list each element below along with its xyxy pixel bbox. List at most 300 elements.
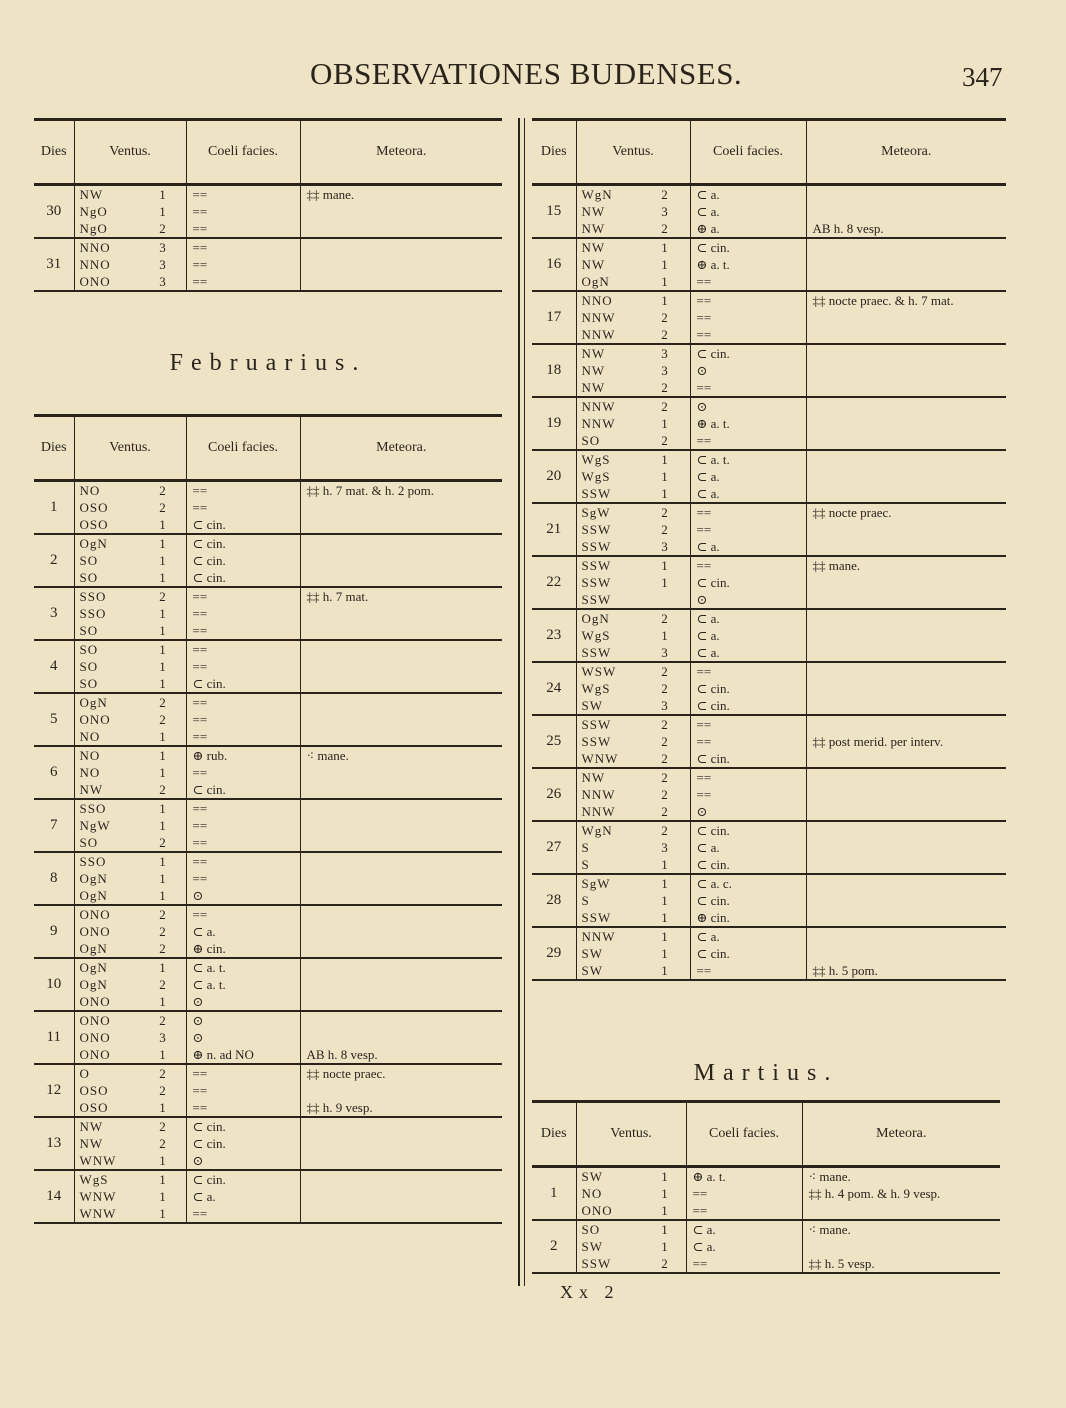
meteora-note xyxy=(807,663,1007,680)
wind-cell xyxy=(74,640,186,693)
sky-cell xyxy=(690,238,806,291)
wind-force: 1 xyxy=(661,857,668,872)
sky-cell xyxy=(690,609,806,662)
wind-direction: OSO xyxy=(79,517,109,532)
wind-cell xyxy=(576,768,690,821)
meteora-cell xyxy=(806,715,1006,768)
meteora-note xyxy=(807,680,1007,697)
meteora-cell xyxy=(300,746,502,799)
day-number: 6 xyxy=(34,746,74,799)
meteora-note xyxy=(301,1029,503,1046)
day-number: 13 xyxy=(34,1117,74,1170)
wind-direction: NNO xyxy=(79,257,111,272)
wind-force: 2 xyxy=(661,770,668,785)
meteora-note xyxy=(807,644,1007,661)
meteora-note xyxy=(807,379,1007,396)
wind-direction: OgN xyxy=(79,941,108,956)
meteora-cell xyxy=(806,185,1006,239)
meteora-note xyxy=(807,432,1007,449)
wind-line xyxy=(577,345,690,362)
meteora-note xyxy=(807,697,1007,714)
wind-line xyxy=(577,398,690,415)
sky-symbol: ⊙ xyxy=(696,363,708,378)
wind-force: 3 xyxy=(159,1030,166,1045)
wind-line xyxy=(577,309,690,326)
meteora-cell xyxy=(300,852,502,905)
meteora-note xyxy=(301,220,503,237)
meteora-note xyxy=(301,887,503,904)
meteora-cell xyxy=(300,1170,502,1223)
wind-direction: SSW xyxy=(581,1256,612,1271)
sky-symbol: ⊂ a. xyxy=(696,611,720,626)
meteora-note xyxy=(301,906,503,923)
header-ventus: Ventus. xyxy=(576,1102,686,1167)
meteora-cell xyxy=(806,397,1006,450)
sky-symbol: ⊂ a. t. xyxy=(696,452,730,467)
meteora-note: ⁖ mane. xyxy=(808,1222,851,1237)
wind-force: 2 xyxy=(661,505,668,520)
wind-line xyxy=(577,504,690,521)
meteora-cell xyxy=(802,1220,1000,1273)
meteora-cell xyxy=(806,238,1006,291)
wind-force: 1 xyxy=(159,676,166,691)
wind-line xyxy=(75,675,186,692)
wind-force: 1 xyxy=(159,1189,166,1204)
wind-line xyxy=(577,663,690,680)
wind-line xyxy=(75,694,186,711)
wind-line xyxy=(577,1221,686,1238)
meteora-cell xyxy=(806,344,1006,397)
meteora-cell xyxy=(806,609,1006,662)
wind-cell xyxy=(576,397,690,450)
wind-cell xyxy=(576,450,690,503)
table-row xyxy=(34,799,502,852)
meteora-note: ‡‡ nocte praec. xyxy=(812,505,892,520)
header-dies: Dies xyxy=(34,120,74,185)
sky-symbol: ⊂ a. xyxy=(696,204,720,219)
wind-line xyxy=(577,415,690,432)
sky-symbol: ⊂ a. xyxy=(692,1239,716,1254)
sky-symbol: ⊂ cin. xyxy=(192,517,226,532)
sky-symbol: == xyxy=(192,835,208,850)
sky-symbol: ⊂ cin. xyxy=(192,676,226,691)
table-row xyxy=(532,662,1006,715)
meteora-note xyxy=(807,839,1007,856)
wind-line xyxy=(577,538,690,555)
wind-force: 1 xyxy=(159,1172,166,1187)
wind-force: 2 xyxy=(159,835,166,850)
sky-symbol: ⊂ cin. xyxy=(696,946,730,961)
day-number: 16 xyxy=(532,238,576,291)
sky-symbol: ⊂ a. xyxy=(696,645,720,660)
wind-direction: SSW xyxy=(581,575,612,590)
meteora-cell xyxy=(806,821,1006,874)
sky-symbol: ⊂ a. xyxy=(692,1222,716,1237)
wind-direction: OgN xyxy=(79,888,108,903)
sky-symbol: ⊂ a. xyxy=(696,469,720,484)
meteora-note xyxy=(301,239,503,256)
wind-cell xyxy=(74,1170,186,1223)
table-row xyxy=(532,291,1006,344)
wind-line xyxy=(75,711,186,728)
wind-line xyxy=(75,817,186,834)
header-ventus: Ventus. xyxy=(576,120,690,185)
sky-symbol: == xyxy=(192,589,208,604)
wind-force: 2 xyxy=(661,611,668,626)
sky-symbol: ⊂ cin. xyxy=(696,698,730,713)
meteora-note: ‡‡ mane. xyxy=(812,558,861,573)
meteora-note xyxy=(807,769,1007,786)
table-row xyxy=(34,587,502,640)
wind-force: 2 xyxy=(159,221,166,236)
sky-cell xyxy=(186,693,300,746)
sky-symbol: == xyxy=(192,240,208,255)
meteora-note: ‡‡ h. 7 mat. xyxy=(306,589,369,604)
sky-symbol: == xyxy=(692,1203,708,1218)
wind-line xyxy=(577,574,690,591)
wind-direction: NW xyxy=(79,1136,104,1151)
wind-force: 2 xyxy=(159,941,166,956)
table-row xyxy=(34,693,502,746)
sky-cell xyxy=(690,556,806,609)
left-column xyxy=(34,118,502,1221)
meteora-note xyxy=(301,516,503,533)
sky-symbol: ⊙ xyxy=(192,1030,204,1045)
meteora-note xyxy=(807,485,1007,502)
wind-cell xyxy=(74,746,186,799)
wind-cell xyxy=(576,821,690,874)
table-row xyxy=(34,958,502,1011)
wind-line xyxy=(577,733,690,750)
sky-cell xyxy=(186,1117,300,1170)
wind-force: 1 xyxy=(159,1153,166,1168)
wind-direction: SW xyxy=(581,1169,603,1184)
column-separator-thin xyxy=(524,118,525,1286)
wind-direction: NW xyxy=(79,187,104,202)
meteora-note: AB h. 8 vesp. xyxy=(812,221,884,236)
wind-cell xyxy=(576,503,690,556)
meteora-note: AB h. 8 vesp. xyxy=(306,1047,378,1062)
sky-symbol: ⊙ xyxy=(192,888,204,903)
table-row xyxy=(34,1011,502,1064)
wind-direction: NNO xyxy=(79,240,111,255)
wind-line xyxy=(577,432,690,449)
meteora-note xyxy=(301,605,503,622)
wind-force: 1 xyxy=(159,748,166,763)
table-row xyxy=(532,450,1006,503)
day-number: 4 xyxy=(34,640,74,693)
header-meteora: Meteora. xyxy=(300,416,502,481)
wind-line xyxy=(577,716,690,733)
wind-direction: OgN xyxy=(79,536,108,551)
sky-symbol: ⊙ xyxy=(192,994,204,1009)
sky-symbol: == xyxy=(192,257,208,272)
wind-direction: NW xyxy=(581,346,606,361)
day-number: 31 xyxy=(34,238,74,291)
day-number: 30 xyxy=(34,185,74,239)
meteora-cell xyxy=(300,587,502,640)
wind-line xyxy=(577,186,690,203)
wind-cell xyxy=(576,715,690,768)
wind-direction: SSW xyxy=(581,645,612,660)
footer-signature: Xx 2 xyxy=(560,1282,620,1302)
wind-cell xyxy=(74,1117,186,1170)
meteora-cell xyxy=(300,799,502,852)
wind-line xyxy=(577,892,690,909)
wind-line xyxy=(75,940,186,957)
wind-force: 2 xyxy=(159,1013,166,1028)
wind-force: 2 xyxy=(661,399,668,414)
wind-line xyxy=(577,591,690,608)
meteora-note xyxy=(301,834,503,851)
wind-line xyxy=(577,786,690,803)
meteora-note xyxy=(301,203,503,220)
sky-cell xyxy=(690,662,806,715)
table-row xyxy=(532,715,1006,768)
wind-force: 2 xyxy=(661,681,668,696)
wind-line xyxy=(75,552,186,569)
wind-force: 2 xyxy=(159,1119,166,1134)
wind-line xyxy=(75,482,186,499)
meteora-note xyxy=(301,694,503,711)
day-number: 27 xyxy=(532,821,576,874)
wind-line xyxy=(75,781,186,798)
header-coeli: Coeli facies. xyxy=(686,1102,802,1167)
wind-direction: SO xyxy=(79,570,99,585)
meteora-note xyxy=(807,309,1007,326)
wind-direction: NgO xyxy=(79,221,108,236)
sky-symbol: ⊂ cin. xyxy=(696,346,730,361)
wind-direction: SO xyxy=(79,642,99,657)
meteora-cell xyxy=(806,291,1006,344)
header-coeli: Coeli facies. xyxy=(690,120,806,185)
wind-force: 1 xyxy=(159,1206,166,1221)
sky-symbol: == xyxy=(696,522,712,537)
sky-symbol: == xyxy=(696,380,712,395)
sky-symbol: ⊕ a. t. xyxy=(692,1169,726,1184)
wind-line xyxy=(75,853,186,870)
sky-cell xyxy=(690,344,806,397)
meteora-note xyxy=(301,870,503,887)
day-number: 28 xyxy=(532,874,576,927)
meteora-note xyxy=(807,945,1007,962)
meteora-cell xyxy=(806,450,1006,503)
wind-force: 2 xyxy=(661,717,668,732)
sky-symbol: == xyxy=(696,274,712,289)
meteora-note xyxy=(807,273,1007,290)
header-dies: Dies xyxy=(34,416,74,481)
sky-symbol: == xyxy=(192,818,208,833)
sky-cell xyxy=(690,291,806,344)
sky-symbol: == xyxy=(192,1100,208,1115)
meteora-note: ‡‡ h. 7 mat. & h. 2 pom. xyxy=(306,483,434,498)
wind-line xyxy=(577,256,690,273)
wind-force: 1 xyxy=(661,1222,668,1237)
meteora-note xyxy=(301,256,503,273)
wind-direction: OSO xyxy=(79,1083,109,1098)
meteora-note xyxy=(301,711,503,728)
table-row xyxy=(532,1220,1000,1273)
sky-symbol: == xyxy=(696,770,712,785)
sky-cell xyxy=(186,534,300,587)
meteora-note xyxy=(301,1135,503,1152)
wind-direction: WNW xyxy=(79,1189,117,1204)
meteora-note: ‡‡ h. 9 vesp. xyxy=(306,1100,373,1115)
wind-force: 1 xyxy=(661,929,668,944)
sky-symbol: ⊂ a. xyxy=(192,1189,216,1204)
wind-force: 1 xyxy=(159,994,166,1009)
table-row xyxy=(34,640,502,693)
wind-direction: NW xyxy=(79,782,104,797)
wind-force: 1 xyxy=(159,517,166,532)
sky-symbol: == xyxy=(192,1083,208,1098)
wind-line xyxy=(75,220,186,237)
sky-symbol: == xyxy=(192,907,208,922)
wind-line xyxy=(75,1188,186,1205)
wind-line xyxy=(75,1135,186,1152)
wind-direction: WgS xyxy=(581,469,611,484)
wind-line xyxy=(75,535,186,552)
wind-force: 3 xyxy=(661,539,668,554)
meteora-note xyxy=(807,803,1007,820)
header-coeli: Coeli facies. xyxy=(186,416,300,481)
day-number: 2 xyxy=(34,534,74,587)
wind-direction: SO xyxy=(79,835,99,850)
sky-symbol: == xyxy=(696,433,712,448)
wind-force: 3 xyxy=(661,698,668,713)
sky-symbol: ⊂ cin. xyxy=(192,570,226,585)
wind-line xyxy=(577,839,690,856)
wind-force: 1 xyxy=(661,469,668,484)
sky-symbol: == xyxy=(696,717,712,732)
sky-symbol: ⊂ cin. xyxy=(192,536,226,551)
meteora-note xyxy=(807,591,1007,608)
wind-line xyxy=(75,273,186,290)
meteora-note xyxy=(807,538,1007,555)
header-ventus: Ventus. xyxy=(74,120,186,185)
sky-symbol: ⊂ a. xyxy=(696,486,720,501)
wind-cell xyxy=(576,185,690,239)
wind-cell xyxy=(74,1064,186,1117)
wind-line xyxy=(577,962,690,979)
day-number: 15 xyxy=(532,185,576,239)
meteora-note xyxy=(301,959,503,976)
wind-force: 3 xyxy=(159,274,166,289)
februarius-table xyxy=(34,414,502,1224)
table-row xyxy=(532,874,1006,927)
meteora-note: ⁖ mane. xyxy=(306,748,349,763)
sky-symbol: == xyxy=(696,505,712,520)
wind-line xyxy=(577,644,690,661)
sky-cell xyxy=(186,1170,300,1223)
meteora-note xyxy=(807,909,1007,926)
header-ventus: Ventus. xyxy=(74,416,186,481)
sky-symbol: ⊂ a. xyxy=(696,929,720,944)
day-number: 23 xyxy=(532,609,576,662)
sky-symbol: ⊂ a. t. xyxy=(192,977,226,992)
sky-symbol: ⊂ cin. xyxy=(696,575,730,590)
meteora-note xyxy=(301,622,503,639)
sky-symbol: ⊕ cin. xyxy=(192,941,226,956)
wind-force: 1 xyxy=(661,274,668,289)
meteora-note xyxy=(301,940,503,957)
sky-symbol: == xyxy=(192,500,208,515)
header-meteora: Meteora. xyxy=(806,120,1006,185)
wind-line xyxy=(75,1118,186,1135)
wind-direction: NW xyxy=(581,204,606,219)
sky-symbol: ⊕ rub. xyxy=(192,748,228,763)
wind-direction: NNW xyxy=(581,327,616,342)
wind-force: 1 xyxy=(159,623,166,638)
meteora-cell xyxy=(806,874,1006,927)
wind-direction: NNW xyxy=(581,399,616,414)
wind-force: 2 xyxy=(661,804,668,819)
wind-force: 2 xyxy=(159,500,166,515)
wind-line xyxy=(577,273,690,290)
wind-line xyxy=(577,803,690,820)
sky-symbol: == xyxy=(696,310,712,325)
meteora-note xyxy=(807,203,1007,220)
table-row xyxy=(34,852,502,905)
wind-cell xyxy=(576,291,690,344)
wind-direction: WNW xyxy=(79,1153,117,1168)
wind-line xyxy=(577,485,690,502)
wind-line xyxy=(75,834,186,851)
wind-direction: SW xyxy=(581,1239,603,1254)
wind-cell xyxy=(576,662,690,715)
wind-force: 1 xyxy=(159,570,166,585)
meteora-note xyxy=(807,326,1007,343)
wind-force: 1 xyxy=(159,960,166,975)
meteora-cell xyxy=(300,1117,502,1170)
wind-direction: S xyxy=(581,840,590,855)
meteora-note xyxy=(301,853,503,870)
wind-cell xyxy=(576,238,690,291)
wind-direction: NNW xyxy=(581,804,616,819)
wind-direction: SgW xyxy=(581,876,611,891)
meteora-note xyxy=(301,641,503,658)
wind-force: 2 xyxy=(159,977,166,992)
wind-line xyxy=(577,521,690,538)
wind-line xyxy=(75,516,186,533)
meteora-note xyxy=(301,1082,503,1099)
wind-direction: OgN xyxy=(79,960,108,975)
header-coeli: Coeli facies. xyxy=(186,120,300,185)
meteora-note xyxy=(807,239,1007,256)
wind-direction: SSO xyxy=(79,589,107,604)
sky-cell xyxy=(186,640,300,693)
wind-cell xyxy=(576,927,690,980)
sky-symbol: ⊂ a. xyxy=(696,539,720,554)
header-dies: Dies xyxy=(532,1102,576,1167)
wind-line xyxy=(75,923,186,940)
wind-line xyxy=(577,1238,686,1255)
day-number: 1 xyxy=(34,481,74,535)
meteora-note xyxy=(807,750,1007,767)
sky-cell xyxy=(186,481,300,535)
sky-symbol: == xyxy=(192,642,208,657)
meteora-note xyxy=(807,256,1007,273)
day-number: 11 xyxy=(34,1011,74,1064)
wind-line xyxy=(577,451,690,468)
sky-cell xyxy=(686,1167,802,1221)
sky-symbol: ⊙ xyxy=(696,804,708,819)
day-number: 21 xyxy=(532,503,576,556)
wind-force: 1 xyxy=(159,642,166,657)
sky-symbol: == xyxy=(696,558,712,573)
page-title: OBSERVATIONES BUDENSES. xyxy=(310,56,743,91)
meteora-note xyxy=(807,451,1007,468)
